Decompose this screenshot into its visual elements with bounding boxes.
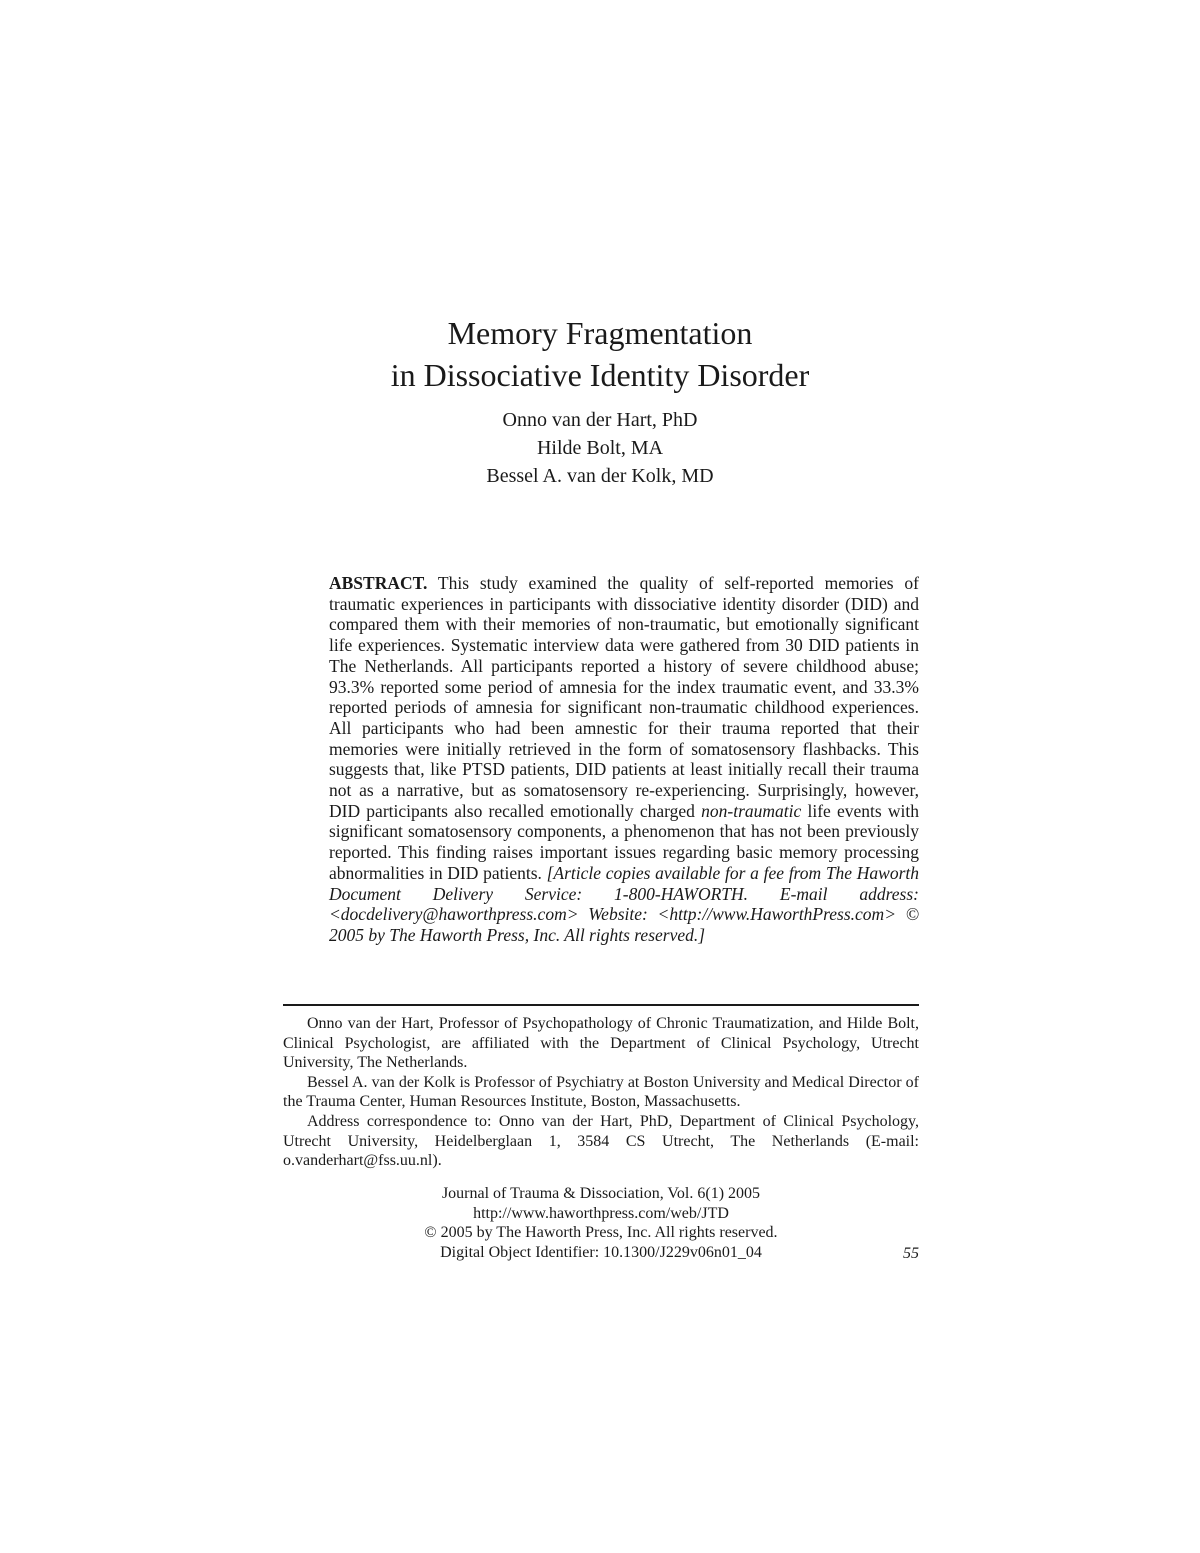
journal-citation: Journal of Trauma & Dissociation, Vol. 6(1) 2005 xyxy=(441,1185,761,1202)
title-line-2: in Dissociative Identity Disorder xyxy=(390,357,810,393)
title-line-1: Memory Fragmentation xyxy=(447,315,753,351)
affiliation-footnote-2: Bessel A. van der Kolk is Professor of Psychiatry at Boston University and Medical Director of the Trauma Center, Human Resources Institute, Boston, Massachusetts. xyxy=(283,1073,919,1111)
author-affiliations xyxy=(283,1014,919,1171)
abstract-text-part1: This study examined the quality of self-reported memories of traumatic experiences in participants with dissociative identity disorder (DID) and compared them with their memories of non-traumatic, but emotionally significant life experiences. Systematic interview data were gathered from 30 DID patients in The Netherlands. All participants reported a history of severe childhood abuse; 93.3% reported some period of amnesia for the index traumatic event, and 33.3% reported periods of amnesia for significant non-traumatic childhood experiences. All participants who had been amnestic for their trauma reported that their memories were initially retrieved in the form of somatosensory flashbacks. This suggests that, like PTSD patients, DID patients at least initially recall their trauma not as a narrative, but as somatosensory re-experiencing. Surprisingly, however, DID participants also recalled emotionally charged xyxy=(329,573,919,821)
abstract xyxy=(329,573,919,946)
author-1: Onno van der Hart, PhD xyxy=(502,409,698,431)
article-title xyxy=(0,312,1200,396)
correspondence-footnote: Address correspondence to: Onno van der Hart, PhD, Department of Clinical Psychology, Utrecht University, Heidelberglaan 1, 3584 CS Utrecht, The Netherlands (E-mail: o.vanderhart@fss.uu.nl). xyxy=(283,1112,919,1170)
abstract-emphasis: non-traumatic xyxy=(701,800,802,821)
journal-copyright: © 2005 by The Haworth Press, Inc. All rights reserved. xyxy=(424,1224,778,1241)
copy-availability-notice: [Article copies available for a fee from The Haworth Document Delivery Service: 1-800-HAWORTH. E-mail address: <docdelivery@haworthpress.com> Website: <http://www.HaworthPress.com> © 2005 by The Haworth Press, Inc. All rights reserved.] xyxy=(329,862,920,945)
footnote-divider xyxy=(283,1004,919,1006)
page-number: 55 xyxy=(903,1245,919,1262)
journal-doi: Digital Object Identifier: 10.1300/J229v06n01_04 xyxy=(440,1243,762,1261)
author-list xyxy=(0,406,1200,490)
author-3: Bessel A. van der Kolk, MD xyxy=(486,465,714,487)
journal-info xyxy=(283,1184,919,1268)
affiliation-footnote-1: Onno van der Hart, Professor of Psychopathology of Chronic Traumatization, and Hilde Bolt, Clinical Psychologist, are affiliated with the Department of Clinical Psychology, Utrecht University, The Netherlands. xyxy=(283,1015,919,1072)
author-2: Hilde Bolt, MA xyxy=(536,437,664,459)
journal-url: http://www.haworthpress.com/web/JTD xyxy=(473,1204,729,1222)
abstract-text-part2: life events with significant somatosensory components, a phenomenon that has not been previously reported. This finding raises important issues regarding basic memory processing abnormalities in DID patients. xyxy=(329,800,920,883)
abstract-label: ABSTRACT. xyxy=(329,573,428,593)
